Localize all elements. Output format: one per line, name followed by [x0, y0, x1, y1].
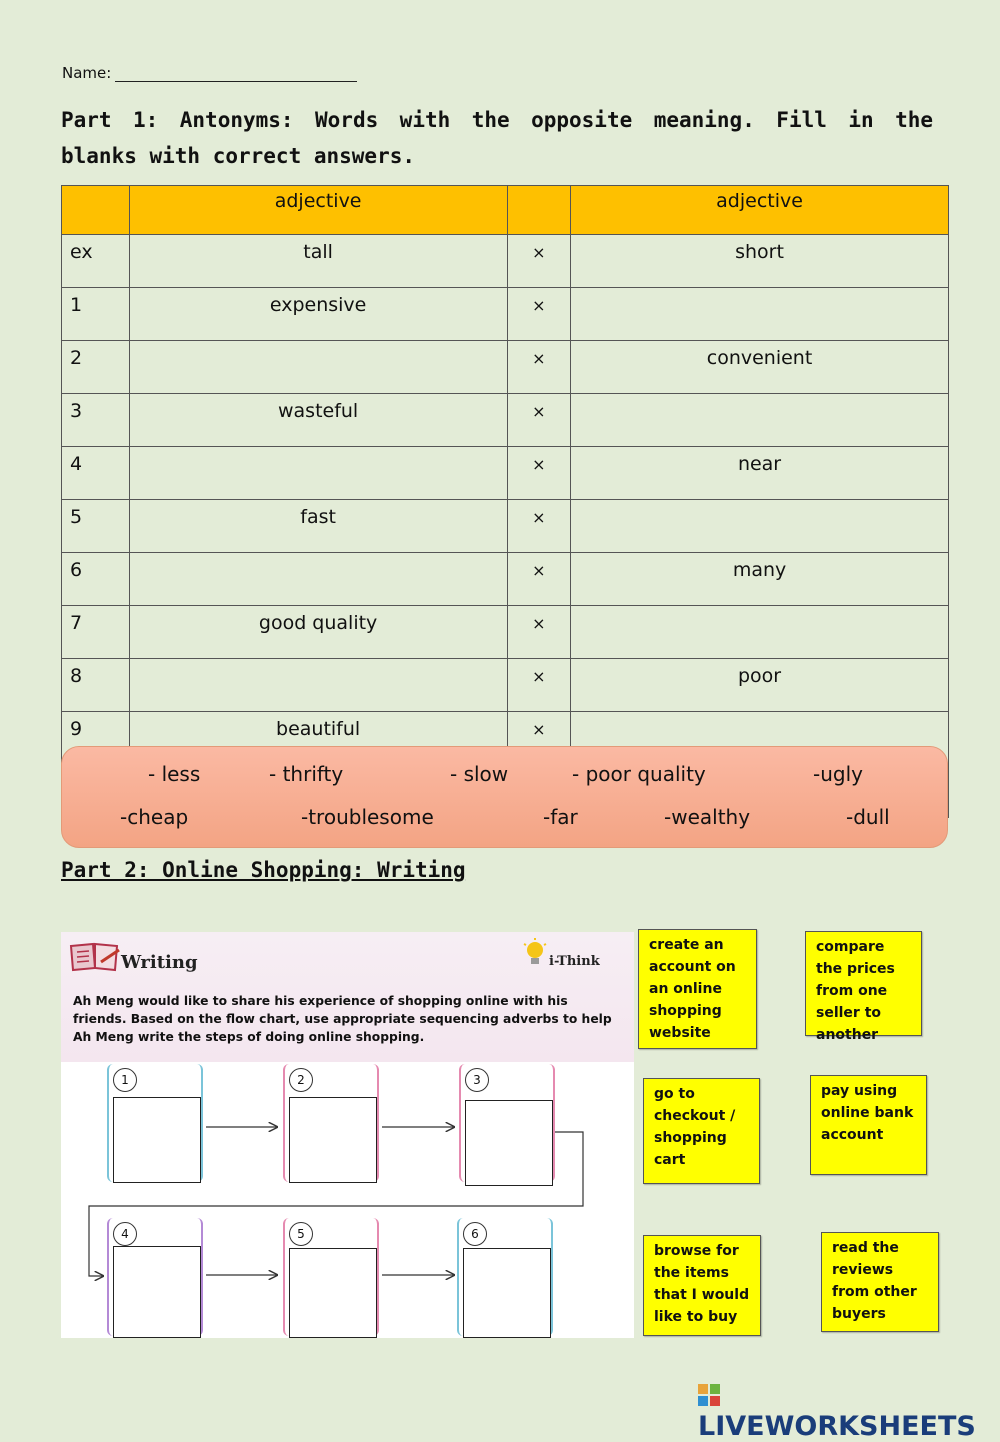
table-row — [62, 394, 949, 447]
part1-title: Part 1: Antonyms: Words with the opposite meaning. Fill in the blanks with correct answers. — [61, 108, 933, 168]
word-bank-item[interactable]: - poor quality — [572, 762, 706, 786]
flow-step — [283, 1218, 379, 1336]
brand-text: LIVEWORKSHEETS — [698, 1411, 976, 1442]
step-number: 6 — [463, 1222, 487, 1246]
sticky-note[interactable]: pay using online bank account — [810, 1075, 927, 1175]
sticky-note[interactable]: read the reviews from other buyers — [821, 1232, 939, 1332]
right-word: near — [571, 447, 949, 500]
writing-instructions: Ah Meng would like to share his experience of shopping online with his friends. Based on the flow chart, use appropriate sequencing adverbs to help Ah Meng write the steps of doing online shopping. — [73, 994, 612, 1044]
word-bank-item[interactable]: -far — [543, 805, 578, 829]
sticky-note[interactable]: browse for the items that I would like to buy — [643, 1235, 761, 1336]
cross-mark: × — [507, 341, 571, 394]
header-cell — [507, 186, 571, 235]
left-word: fast — [129, 500, 507, 553]
cross-mark: × — [507, 500, 571, 553]
name-field — [62, 64, 357, 82]
step-answer-box[interactable] — [113, 1097, 201, 1183]
cross-mark: × — [507, 447, 571, 500]
step-number: 1 — [113, 1068, 137, 1092]
table-row — [62, 235, 949, 288]
step-answer-box[interactable] — [113, 1246, 201, 1338]
word-bank-item[interactable]: -troublesome — [301, 805, 434, 829]
cross-mark: × — [507, 235, 571, 288]
word-bank-item[interactable]: -wealthy — [664, 805, 751, 829]
row-number: 3 — [62, 394, 130, 447]
word-bank-item[interactable]: - less — [148, 762, 201, 786]
left-word: wasteful — [129, 394, 507, 447]
left-word: good quality — [129, 606, 507, 659]
step-number: 2 — [289, 1068, 313, 1092]
word-bank-item[interactable]: -cheap — [120, 805, 189, 829]
row-number: 4 — [62, 447, 130, 500]
step-number: 3 — [465, 1068, 489, 1092]
step-answer-box[interactable] — [465, 1100, 553, 1186]
word-bank-item[interactable]: -dull — [846, 805, 890, 829]
word-bank-item[interactable]: -ugly — [813, 762, 863, 786]
row-number: 9 — [62, 712, 130, 765]
answer-blank[interactable] — [571, 500, 949, 553]
table-row — [62, 288, 949, 341]
table-row — [62, 500, 949, 553]
writing-title: Writing — [121, 952, 198, 973]
flow-step — [107, 1064, 203, 1182]
right-word: many — [571, 553, 949, 606]
answer-blank[interactable] — [129, 659, 507, 712]
flow-step — [107, 1218, 203, 1336]
right-word: convenient — [571, 341, 949, 394]
table-row — [62, 553, 949, 606]
row-number: 1 — [62, 288, 130, 341]
step-answer-box[interactable] — [289, 1248, 377, 1338]
right-word: poor — [571, 659, 949, 712]
row-number: 6 — [62, 553, 130, 606]
liveworksheets-brand — [698, 1380, 1000, 1442]
table-header-row — [62, 186, 949, 235]
flow-step — [457, 1218, 553, 1336]
antonym-table — [61, 185, 949, 818]
writing-worksheet-image — [61, 932, 634, 1338]
part2-title: Part 2: Online Shopping: Writing — [61, 858, 466, 882]
table-row — [62, 606, 949, 659]
step-answer-box[interactable] — [463, 1248, 551, 1338]
step-answer-box[interactable] — [289, 1097, 377, 1183]
cross-mark: × — [507, 553, 571, 606]
row-number: 8 — [62, 659, 130, 712]
step-number: 4 — [113, 1222, 137, 1246]
sticky-note[interactable]: go to checkout / shopping cart — [643, 1078, 760, 1184]
table-row — [62, 447, 949, 500]
word-bank — [61, 746, 948, 848]
header-cell: adjective — [571, 186, 949, 235]
flow-step — [283, 1064, 379, 1182]
word-bank-item[interactable]: - thrifty — [269, 762, 344, 786]
ithink-label: i-Think — [549, 954, 600, 969]
flow-step — [459, 1064, 555, 1182]
table-row — [62, 659, 949, 712]
header-cell: adjective — [129, 186, 507, 235]
left-word: tall — [129, 235, 507, 288]
row-number: ex — [62, 235, 130, 288]
answer-blank[interactable] — [571, 606, 949, 659]
word-bank-item[interactable]: - slow — [450, 762, 509, 786]
name-blank[interactable] — [115, 67, 357, 82]
left-word: beautiful — [129, 712, 507, 765]
answer-blank[interactable] — [129, 447, 507, 500]
name-label: Name: — [62, 64, 112, 82]
answer-blank[interactable] — [129, 553, 507, 606]
sticky-note[interactable]: compare the prices from one seller to another — [805, 931, 922, 1036]
step-number: 5 — [289, 1222, 313, 1246]
row-number: 5 — [62, 500, 130, 553]
header-cell — [62, 186, 130, 235]
right-word: short — [571, 235, 949, 288]
cross-mark: × — [507, 712, 571, 765]
answer-blank[interactable] — [571, 288, 949, 341]
row-number: 2 — [62, 341, 130, 394]
cross-mark: × — [507, 659, 571, 712]
left-word: expensive — [129, 288, 507, 341]
table-row — [62, 341, 949, 394]
row-number: 7 — [62, 606, 130, 659]
cross-mark: × — [507, 288, 571, 341]
liveworksheets-logo-icon — [698, 1384, 720, 1406]
sticky-note[interactable]: create an account on an online shopping website — [638, 929, 757, 1049]
answer-blank[interactable] — [571, 394, 949, 447]
answer-blank[interactable] — [129, 341, 507, 394]
cross-mark: × — [507, 394, 571, 447]
cross-mark: × — [507, 606, 571, 659]
